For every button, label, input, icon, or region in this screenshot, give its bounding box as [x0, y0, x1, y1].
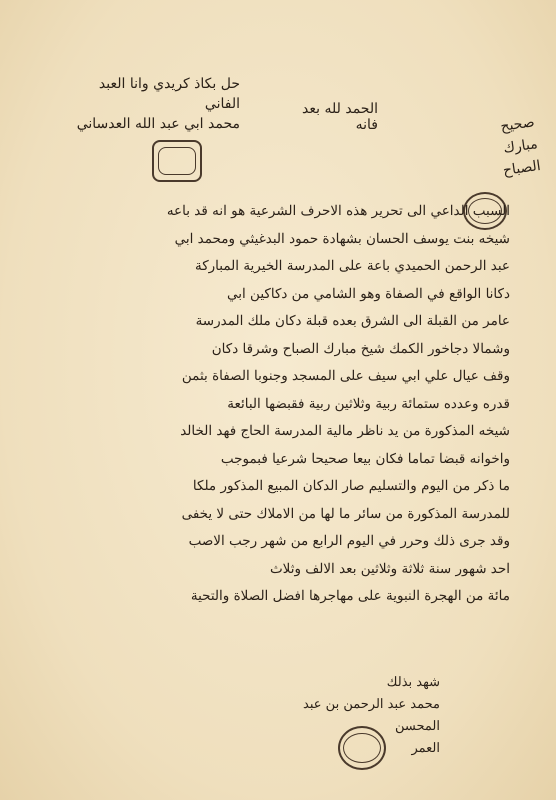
- signature-line: العمر: [411, 741, 440, 756]
- document-body: [40, 198, 510, 611]
- body-line: قدره وعدده ستمائة ربية وثلاثين ربية فقبضها البائعة: [227, 395, 510, 412]
- seal-stamp-bottom: [338, 726, 386, 770]
- body-line: دكانا الواقع في الصفاة وهو الشامي من دكاكين ابي: [227, 285, 510, 302]
- body-line: واخوانه قبضا تماما فكان بيعا صحيحا شرعيا فبموجب: [220, 450, 510, 467]
- body-line: وقف عيال علي ابي سيف على المسجد وجنوبا الصفاة بثمن: [181, 368, 510, 384]
- body-line: شيخه بنت يوسف الحسان بشهادة حمود البدغيثي ومحمد ابي: [174, 230, 510, 247]
- margin-note-line: الصباح: [502, 157, 542, 180]
- header-line: حل بكاذ كريدي وانا العبد الفاني: [98, 76, 240, 112]
- body-line: السبب الداعي الى تحرير هذه الاحرف الشرعية هو انه قد باعه: [166, 203, 510, 219]
- body-line: مائة من الهجرة النبوية على مهاجرها افضل الصلاة والتحية: [190, 588, 510, 604]
- body-line: عامر من القبلة الى الشرق بعده قبلة دكان ملك المدرسة: [195, 313, 510, 329]
- body-line: احد شهور سنة ثلاثة وثلاثين بعد الالف وثلاث: [269, 560, 510, 577]
- signature-line: شهد بذلك: [386, 675, 440, 690]
- margin-note-line: مبارك: [502, 136, 539, 157]
- basmala: الحمد لله بعد فانه: [302, 101, 378, 133]
- header-line: محمد ابي عبد الله العدساني: [76, 116, 240, 132]
- seal-stamp-top: [152, 140, 202, 182]
- margin-note-line: صحيح: [499, 114, 536, 135]
- body-line: شيخه المذكورة من يد ناظر مالية المدرسة الحاج فهد الخالد: [180, 423, 510, 439]
- body-line: ما ذكر من اليوم والتسليم صار الدكان المبيع المذكور ملكا: [192, 478, 510, 494]
- header-attestation: [60, 74, 240, 134]
- signature-line: محمد عبد الرحمن بن عبد المحسن: [303, 697, 440, 734]
- body-line: للمدرسة المذكورة من سائر ما لها من الاملاك حتى لا يخفى: [181, 505, 510, 522]
- body-line: وشمالا دجاخور الكمك شيخ مبارك الصباح وشرقا دكان: [211, 340, 510, 357]
- body-line: عبد الرحمن الحميدي باعة على المدرسة الخيرية المباركة: [194, 258, 510, 274]
- body-line: وقد جرى ذلك وحرر في اليوم الرابع من شهر رجب الاصب: [188, 533, 510, 549]
- margin-note: [434, 111, 542, 190]
